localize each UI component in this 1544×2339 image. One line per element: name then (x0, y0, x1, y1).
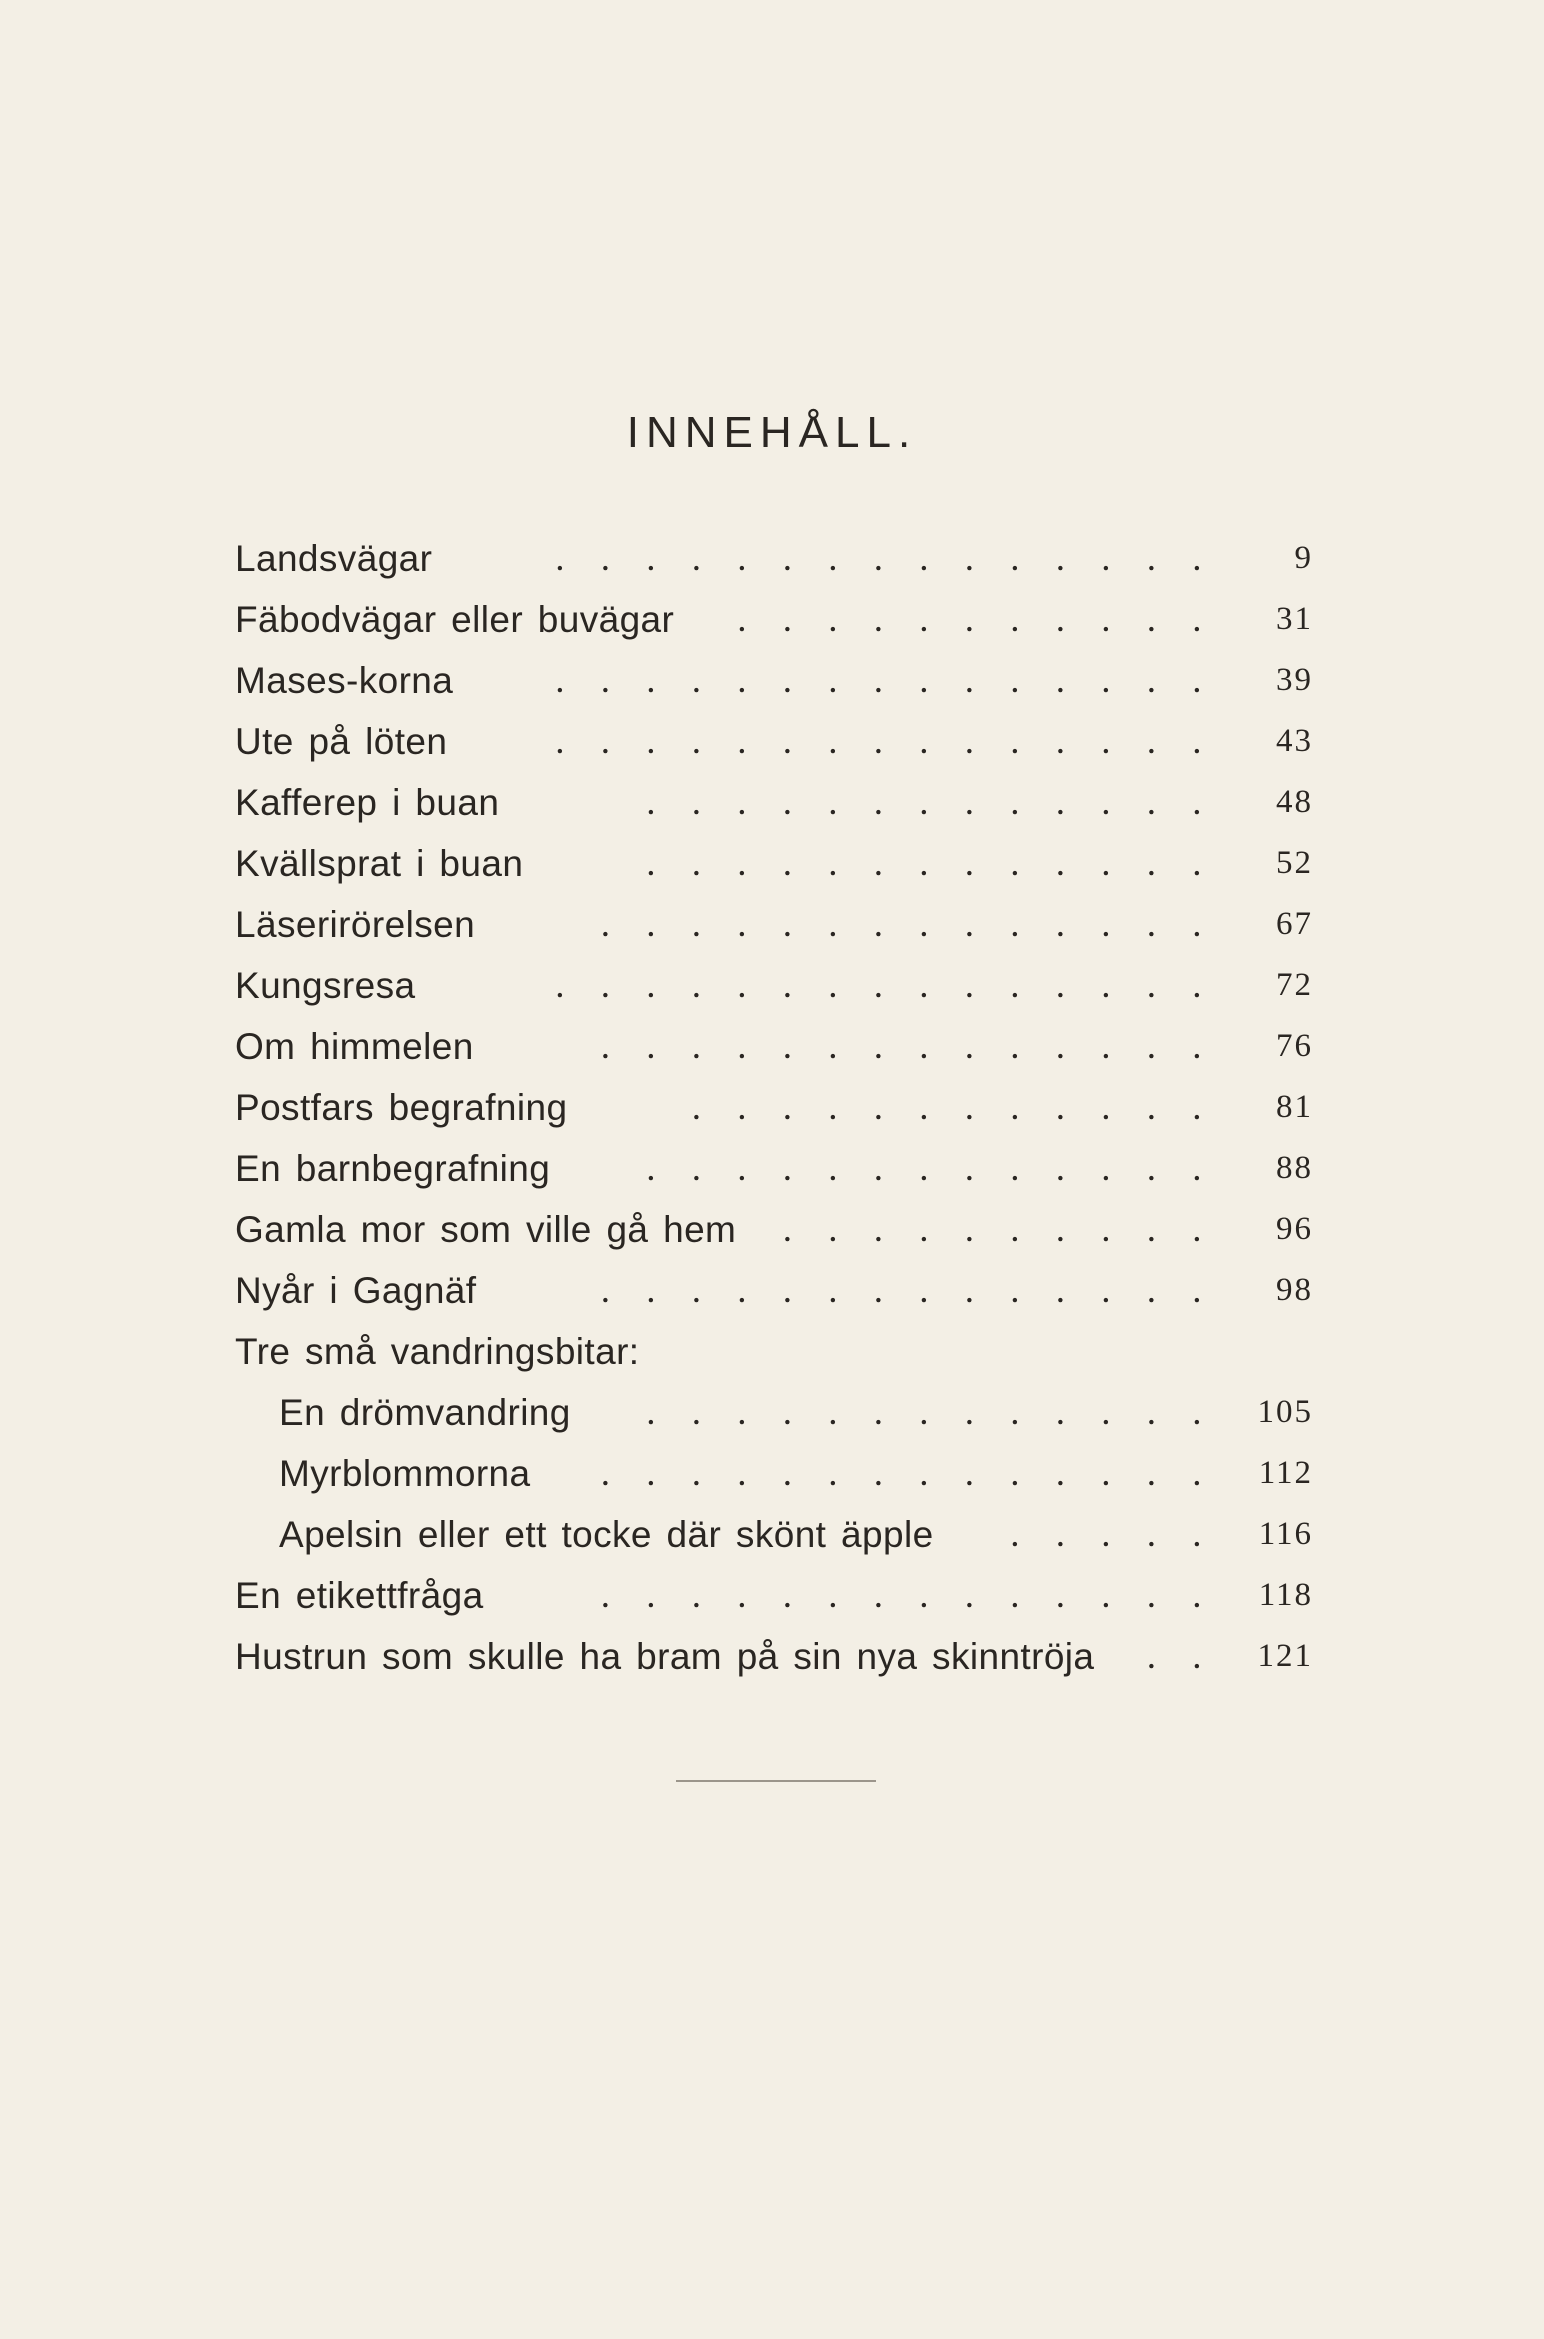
toc-entry-title: Kafferep i buan (235, 782, 500, 823)
closing-rule (676, 1780, 876, 1782)
toc-entry-title: Fäbodvägar eller buvägar (235, 599, 675, 640)
toc-page-number: 72 (1276, 967, 1313, 1003)
dot-leader: . . . . . . . . . . . . . . . (555, 660, 1215, 701)
dot-leader: . . (1146, 1636, 1215, 1677)
toc-page-number: 98 (1276, 1272, 1313, 1308)
page-title: INNEHÅLL. (626, 408, 918, 457)
toc-entry-title: Kvällsprat i buan (235, 843, 524, 884)
dot-leader: . . . . . . . . . . . . . (646, 782, 1215, 823)
toc-entry (235, 772, 1313, 833)
toc-entry-title: Ute på löten (235, 721, 448, 762)
toc-entry (235, 1199, 1313, 1260)
toc-entry-title: Om himmelen (235, 1026, 474, 1067)
toc-entry-title: Läserirörelsen (235, 904, 476, 945)
dot-leader: . . . . . . . . . . . . . . . (555, 965, 1215, 1006)
dot-leader: . . . . . . . . . . . . (691, 1087, 1215, 1128)
toc-entry-title: Hustrun som skulle ha bram på sin nya skinntröja (235, 1636, 1095, 1677)
toc-entry (235, 833, 1313, 894)
toc-page-number: 67 (1276, 906, 1313, 942)
toc-entry (235, 1565, 1313, 1626)
toc-entry (235, 1626, 1313, 1687)
dot-leader: . . . . . . . . . . . . . (646, 843, 1215, 884)
dot-leader: . . . . . . . . . . . . . . . (555, 538, 1215, 579)
toc-entry (235, 894, 1313, 955)
toc-page-number: 48 (1276, 784, 1313, 820)
toc-subentry (235, 1504, 1313, 1565)
toc-page-number: 39 (1276, 662, 1313, 698)
dot-leader: . . . . . . . . . . (782, 1209, 1215, 1250)
toc-page-number: 105 (1257, 1394, 1313, 1430)
toc-page-number: 43 (1276, 723, 1313, 759)
toc-page-number: 121 (1257, 1638, 1313, 1674)
toc-entry-title: En barnbegrafning (235, 1148, 551, 1189)
toc-entry-title: Postfars begrafning (235, 1087, 568, 1128)
toc-page-number: 96 (1276, 1211, 1313, 1247)
toc-entry (235, 589, 1313, 650)
dot-leader: . . . . . . . . . . . (737, 599, 1215, 640)
toc-page-number: 81 (1276, 1089, 1313, 1125)
toc-entry (235, 650, 1313, 711)
toc-entry-title: Gamla mor som ville gå hem (235, 1209, 737, 1250)
toc-entry-title: Nyår i Gagnäf (235, 1270, 477, 1311)
toc-entry-title: Mases-korna (235, 660, 454, 701)
toc-entry (235, 1260, 1313, 1321)
dot-leader: . . . . . . . . . . . . . (646, 1392, 1215, 1433)
toc-entry (235, 528, 1313, 589)
dot-leader: . . . . . . . . . . . . . . (600, 1575, 1215, 1616)
toc-page-number: 52 (1276, 845, 1313, 881)
toc-page-number: 118 (1258, 1577, 1313, 1613)
toc-entry (235, 711, 1313, 772)
dot-leader: . . . . . . . . . . . . . . (600, 1026, 1215, 1067)
toc-entry-title: Tre små vandringsbitar: (235, 1331, 640, 1372)
toc-entry (235, 1138, 1313, 1199)
dot-leader: . . . . . . . . . . . . . . (600, 1270, 1215, 1311)
toc-page-number: 116 (1258, 1516, 1313, 1552)
toc-page-number: 9 (1294, 540, 1313, 576)
toc-entry-title: Landsvägar (235, 538, 433, 579)
toc-section-heading (235, 1321, 1313, 1382)
toc-page-number: 88 (1276, 1150, 1313, 1186)
toc-page-number: 31 (1276, 601, 1313, 637)
toc-entry-title: Apelsin eller ett tocke där skönt äpple (279, 1514, 934, 1555)
toc-entry-title: Myrblommorna (279, 1453, 531, 1494)
toc-entry (235, 1077, 1313, 1138)
toc-entry-title: Kungsresa (235, 965, 416, 1006)
dot-leader: . . . . . (1010, 1514, 1215, 1555)
dot-leader: . . . . . . . . . . . . . (646, 1148, 1215, 1189)
toc-page-number: 112 (1258, 1455, 1313, 1491)
toc-subentry (235, 1382, 1313, 1443)
toc-page-number: 76 (1276, 1028, 1313, 1064)
toc-entry (235, 955, 1313, 1016)
dot-leader: . . . . . . . . . . . . . . (600, 904, 1215, 945)
table-of-contents (235, 528, 1313, 1687)
toc-entry (235, 1016, 1313, 1077)
dot-leader: . . . . . . . . . . . . . . (600, 1453, 1215, 1494)
toc-entry-title: En etikettfråga (235, 1575, 484, 1616)
dot-leader: . . . . . . . . . . . . . . . (555, 721, 1215, 762)
toc-entry-title: En drömvandring (279, 1392, 571, 1433)
toc-subentry (235, 1443, 1313, 1504)
